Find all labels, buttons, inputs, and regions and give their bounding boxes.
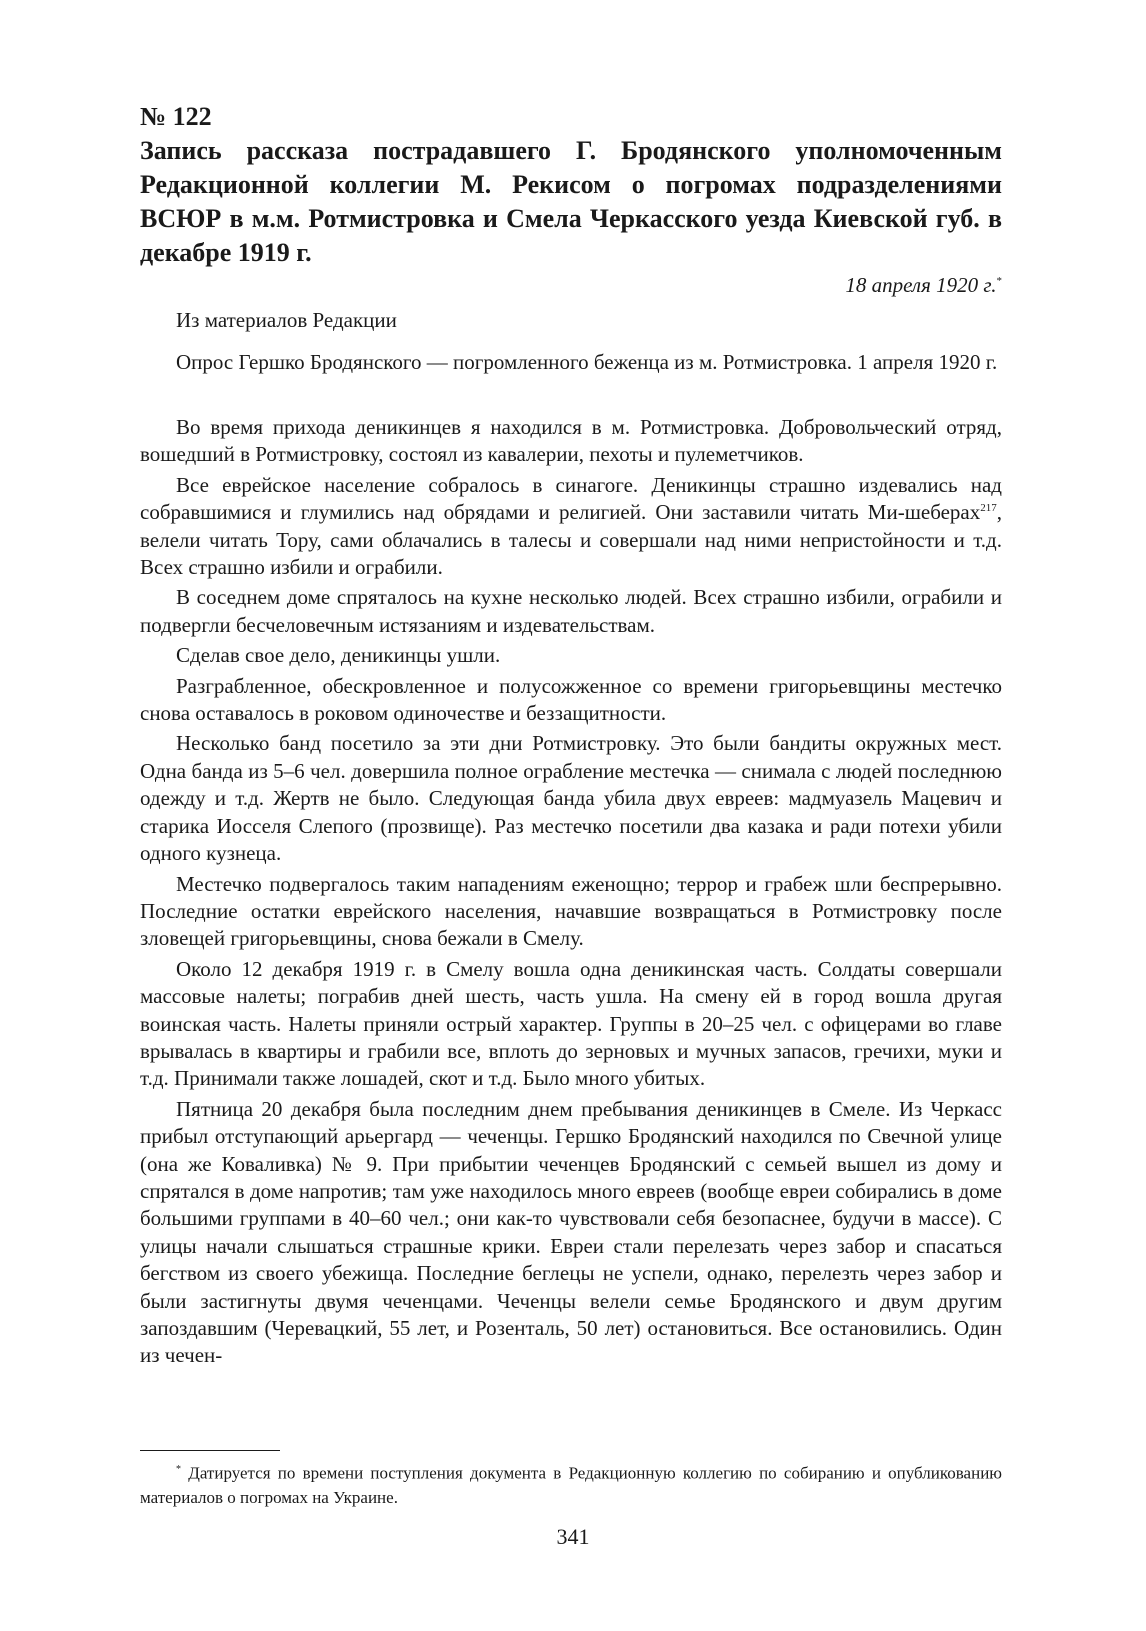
document-date-text: 18 апреля 1920 г. [845, 273, 997, 297]
paragraph: Сделав свое дело, деникинцы ушли. [176, 643, 501, 668]
page-number: 341 [556, 1524, 590, 1549]
footnote-text: Датируется по времени поступления документа в Редакционную коллегию по собиранию и опубликованию материалов о погромах на Украине. [140, 1463, 1003, 1507]
body-text [140, 414, 1002, 1373]
footnote-divider [140, 1450, 280, 1451]
footnote-mark: * [176, 1464, 181, 1475]
intro-paragraph: Опрос Гершко Бродянского — погромленного беженца из м. Ротмистровка. 1 апреля 1920 г. [176, 350, 998, 374]
paragraph-text: , велели читать Тору, сами облачались в талесы и совершали над ними непристойности и т.д. Всех страшно избили и ограбили. [140, 500, 1002, 580]
paragraph: Местечко подвергалось таким нападениям еженощно; террор и грабеж шли беспрерывно. Последние остатки еврейского населения, начавшие возвращаться в Ротмистровку после зловещей григорьевщины, снова бежали в Смелу. [140, 871, 1002, 951]
paragraph: Пятница 20 декабря была последним днем пребывания деникинцев в Смеле. Из Черкасс прибыл отступающий арьергард — чеченцы. Гершко Бродянский находился по Свечной улице (она же Коваливка) № 9. При прибытии чеченцев Бродянский с семьей вышел из дому и спрятался в доме напротив; там уже находилось много евреев (вообще евреи собирались в доме большими группами в 40–60 чел.; они как-то чувствовали себя безопаснее, будучи в массе). С улицы начали слышаться страшные крики. Евреи стали перелезать через забор и спасаться бегством из своего убежища. Последние беглецы не успели, однако, перелезть через забор и были застигнуты двумя чеченцами. Чеченцы велели семье Бродянского и двум другим запоздавшим (Черевацкий, 55 лет, и Розенталь, 50 лет) остановиться. Все остановились. Один из чечен- [140, 1096, 1002, 1368]
paragraph: Разграбленное, обескровленное и полусожженное со времени григорьевщины местечко снова оставалось в роковом одиночестве и беззащитности. [140, 673, 1002, 726]
document-title: Запись рассказа пострадавшего Г. Бродянского уполномоченным Редакционной коллегии М. Рекисом о погромах подразделениями ВСЮР в м.м. Ротмистровка и Смела Черкасского уезда Киевской губ. в декабре 1919 г. [140, 136, 1002, 267]
paragraph: Несколько банд посетило за эти дни Ротмистровку. Это были бандиты окружных мест. Одна банда из 5–6 чел. довершила полное ограбление местечка — снимала с людей последнюю одежду и т.д. Жертв не было. Следующая банда убила двух евреев: мадмуазель Мацевич и старика Иосселя Слепого (прозвище). Раз местечко посетили два казака и ради потехи убили одного кузнеца. [140, 731, 1002, 866]
paragraph: Около 12 декабря 1919 г. в Смелу вошла одна деникинская часть. Солдаты совершали массовые налеты; пограбив дней шесть, часть ушла. На смену ей в город вошла другая воинская часть. Налеты приняли острый характер. Группы в 20–25 чел. с офицерами во главе врывалась в квартиры и грабили все, вплоть до зерновых и мучных запасов, гречихи, муки и т.д. Принимали также лошадей, скот и т.д. Было много убитых. [140, 956, 1002, 1091]
source-line: Из материалов Редакции [176, 308, 397, 332]
paragraph-text: Все еврейское население собралось в синагоге. Деникинцы страшно издевались над собравшимися и глумились над обрядами и религией. Они заставили читать Ми-шеберах [140, 472, 1002, 525]
document-date [140, 268, 1002, 298]
paragraph: Во время прихода деникинцев я находился в м. Ротмистровка. Добровольческий отряд, вошедший в Ротмистровку, состоял из кавалерии, пехоты и пулеметчиков. [140, 415, 1002, 467]
footnote [140, 1458, 1002, 1510]
paragraph [140, 472, 1002, 582]
paragraph: В соседнем доме спряталось на кухне несколько людей. Всех страшно избили, ограбили и подвергли бесчеловечным истязаниям и издевательствам. [140, 585, 1002, 637]
document-number: № 122 [140, 102, 212, 131]
footnote-ref-217: 217 [980, 502, 997, 515]
date-footnote-mark: * [996, 275, 1002, 287]
